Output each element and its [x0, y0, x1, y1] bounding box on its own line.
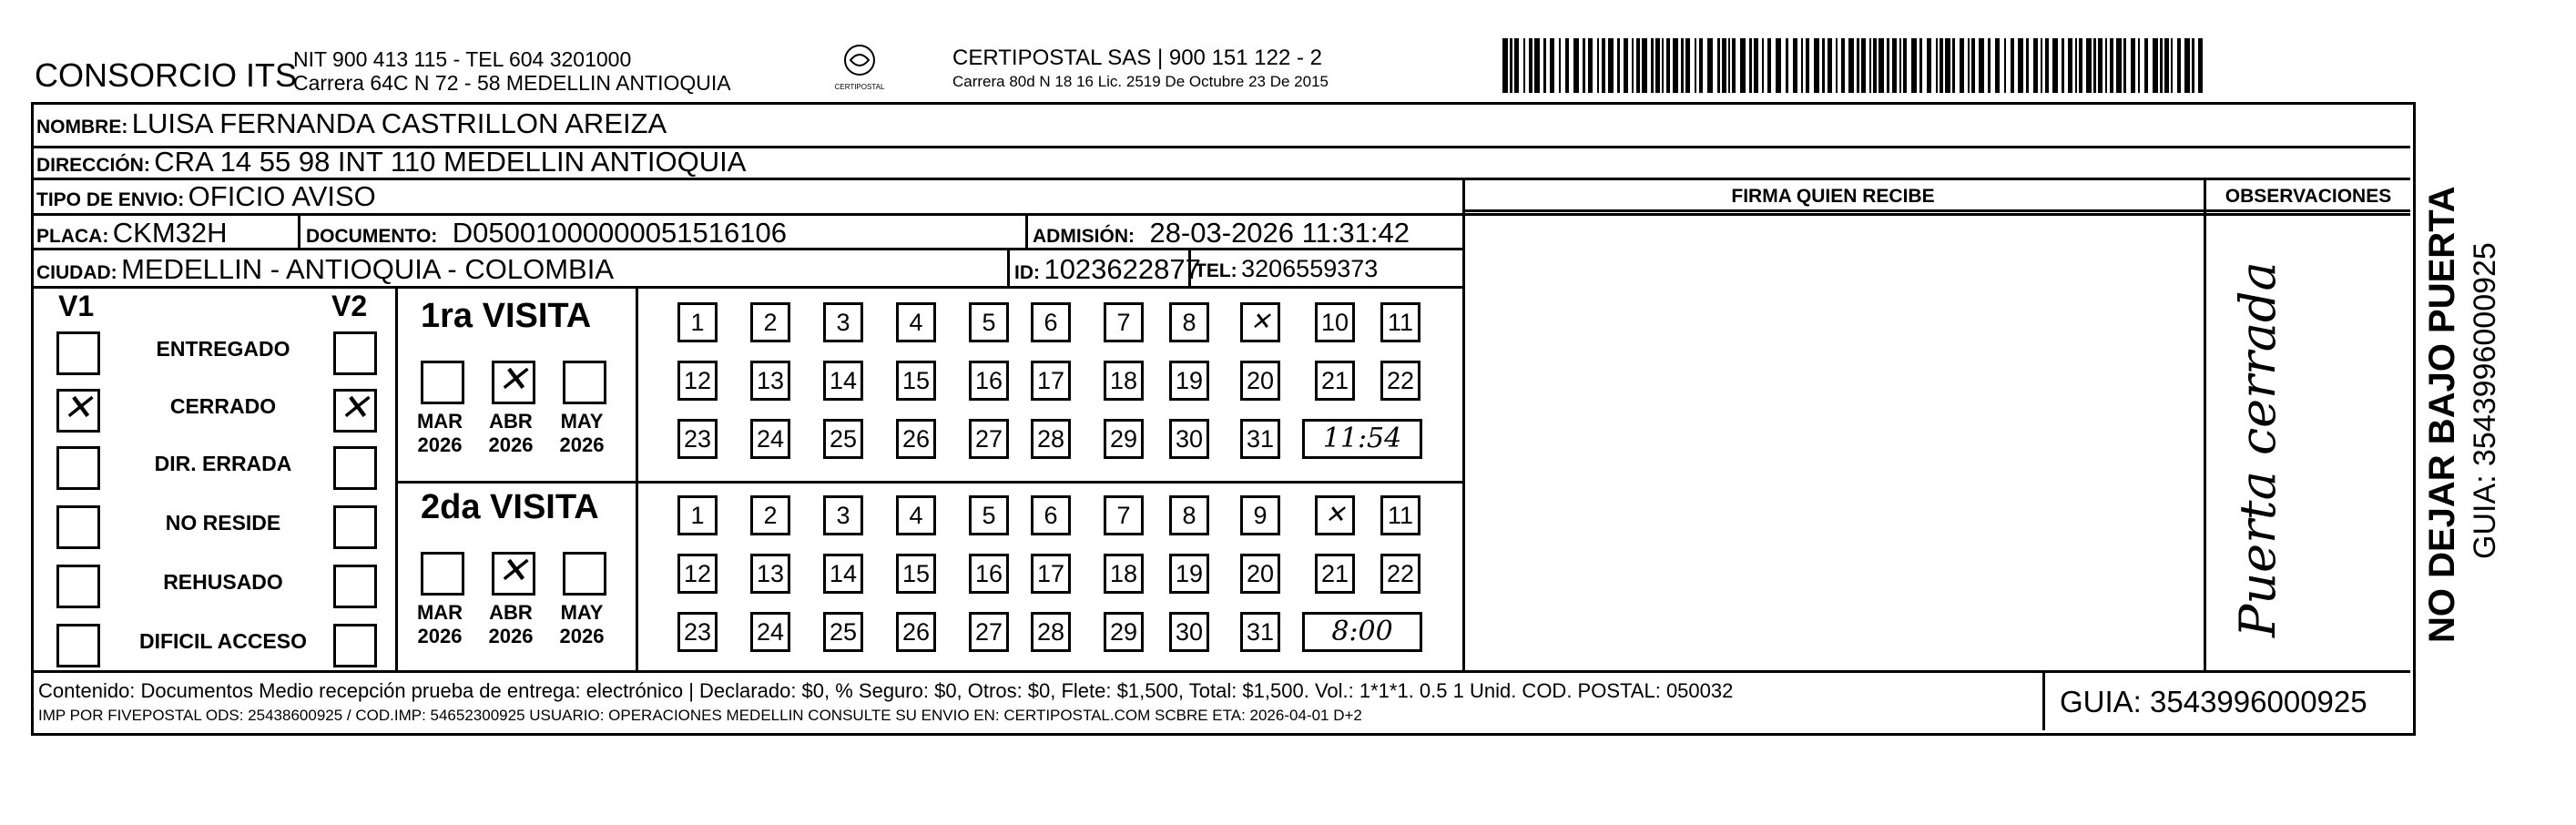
- day-box[interactable]: 16: [969, 361, 1009, 401]
- barcode-bar: [2026, 38, 2029, 93]
- barcode-bar: [1960, 38, 1964, 93]
- status-v2-checkbox[interactable]: [333, 331, 377, 375]
- nombre-value: LUISA FERNANDA CASTRILLON AREIZA: [131, 107, 667, 139]
- status-v1-checkbox[interactable]: [56, 331, 100, 375]
- day-box[interactable]: 8: [1169, 495, 1209, 535]
- day-box[interactable]: 11: [1380, 495, 1420, 535]
- barcode-bar: [1911, 38, 1917, 93]
- side-guia: GUIA: 3543996000925: [2468, 242, 2502, 559]
- month-year: 2026: [559, 433, 605, 456]
- day-box[interactable]: 5: [969, 302, 1009, 342]
- svg-text:CERTIPOSTAL: CERTIPOSTAL: [834, 83, 885, 91]
- day-box[interactable]: 4: [896, 495, 936, 535]
- direccion-label: DIRECCIÓN:: [36, 155, 150, 176]
- observation-note: Puerta cerrada: [2229, 261, 2286, 637]
- barcode-bar: [1695, 38, 1696, 93]
- month-label: ABR: [489, 410, 533, 433]
- barcode-bar: [2045, 38, 2049, 93]
- barcode-bar: [1857, 38, 1859, 93]
- day-box[interactable]: 11: [1380, 302, 1420, 342]
- direccion-value: CRA 14 55 98 INT 110 MEDELLIN ANTIOQUIA: [154, 146, 747, 178]
- v2-header: V2: [331, 290, 368, 322]
- company-name: CONSORCIO ITS: [35, 56, 298, 94]
- day-box[interactable]: 17: [1031, 554, 1071, 594]
- month-checkbox[interactable]: [421, 552, 464, 596]
- barcode-bar: [1767, 38, 1771, 93]
- day-box[interactable]: 19: [1169, 361, 1209, 401]
- barcode-bar: [1892, 38, 1897, 93]
- barcode-bar: [1523, 38, 1525, 93]
- nit-line: NIT 900 413 115 - TEL 604 3201000: [293, 47, 632, 71]
- day-box[interactable]: 23: [677, 419, 718, 459]
- barcode-bar: [1828, 38, 1832, 93]
- barcode-bar: [1597, 38, 1599, 93]
- barcode-bar: [2004, 38, 2006, 93]
- barcode-bar: [1550, 38, 1554, 93]
- day-box[interactable]: 31: [1240, 419, 1280, 459]
- barcode-bar: [1608, 38, 1614, 93]
- ciudad-value: MEDELLIN - ANTIOQUIA - COLOMBIA: [121, 253, 614, 285]
- day-box[interactable]: 17: [1031, 361, 1071, 401]
- month-year: 2026: [417, 433, 463, 456]
- barcode-bar: [1801, 38, 1803, 93]
- tel-cell: [1195, 255, 1378, 283]
- day-box[interactable]: 3: [823, 495, 863, 535]
- barcode-bar: [2093, 38, 2096, 93]
- barcode-bar: [2116, 38, 2122, 93]
- day-box[interactable]: 2: [750, 495, 790, 535]
- barcode-bar: [1662, 38, 1664, 93]
- firma-header: FIRMA QUIEN RECIBE: [1731, 186, 1935, 207]
- tel-value: 3206559373: [1241, 255, 1379, 282]
- day-box[interactable]: 16: [969, 554, 1009, 594]
- status-v1-checkbox[interactable]: [56, 624, 100, 667]
- documento-value: D05001000000051516106: [452, 217, 787, 249]
- v1-header: V1: [58, 290, 95, 322]
- day-box[interactable]: ✕: [1240, 302, 1280, 342]
- nombre-row: [36, 107, 667, 140]
- month-year: 2026: [488, 625, 534, 647]
- barcode-bar: [1952, 38, 1955, 93]
- day-box[interactable]: 28: [1031, 612, 1071, 652]
- observaciones-header: OBSERVACIONES: [2225, 186, 2392, 207]
- day-box[interactable]: 6: [1031, 302, 1071, 342]
- admision-cell: [1033, 217, 1410, 250]
- status-label: REHUSADO: [163, 570, 283, 594]
- id-cell: [1014, 253, 1201, 286]
- barcode-bar: [1534, 38, 1540, 93]
- month-label: MAY: [560, 410, 604, 433]
- month-mark: ✕: [497, 359, 528, 401]
- barcode-bar: [1717, 38, 1720, 93]
- barcode-bar: [1543, 38, 1546, 93]
- day-box[interactable]: 21: [1315, 554, 1355, 594]
- barcode-bar: [1945, 38, 1950, 93]
- day-box[interactable]: 29: [1104, 612, 1144, 652]
- barcode-bar: [2062, 38, 2064, 93]
- day-box[interactable]: 30: [1169, 419, 1209, 459]
- ciudad-label: CIUDAD:: [36, 262, 117, 283]
- admision-value: 28-03-2026 11:31:42: [1149, 217, 1410, 249]
- month-checkbox[interactable]: [563, 361, 606, 404]
- day-box[interactable]: 1: [677, 302, 718, 342]
- day-box[interactable]: 20: [1240, 554, 1280, 594]
- direccion-row: [36, 146, 746, 178]
- day-box[interactable]: 12: [677, 554, 718, 594]
- barcode-bar: [2138, 38, 2140, 93]
- day-box[interactable]: 28: [1031, 419, 1071, 459]
- id-label: ID:: [1014, 262, 1040, 283]
- day-box[interactable]: 24: [750, 612, 790, 652]
- barcode-bar: [1988, 38, 1991, 93]
- documento-label: DOCUMENTO:: [306, 226, 438, 247]
- barcode-bar: [1502, 38, 1508, 93]
- barcode-bar: [1699, 38, 1703, 93]
- barcode-bar: [2144, 38, 2148, 93]
- status-v2-checkbox[interactable]: [333, 624, 377, 667]
- barcode-bar: [2184, 38, 2190, 93]
- day-box[interactable]: 22: [1380, 554, 1420, 594]
- day-box[interactable]: ✕: [1315, 495, 1355, 535]
- month-label: MAR: [416, 601, 463, 624]
- status-v1-checkbox[interactable]: [56, 565, 100, 608]
- barcode-bar: [2079, 38, 2082, 93]
- day-box[interactable]: 25: [823, 612, 863, 652]
- barcode-bar: [1681, 38, 1684, 93]
- tipo-row: [36, 180, 376, 213]
- barcode-bar: [1979, 38, 1984, 93]
- barcode-bar: [1722, 38, 1726, 93]
- status-v2-checkbox[interactable]: [333, 565, 377, 608]
- status-label: ENTREGADO: [156, 337, 290, 361]
- barcode-bar: [2171, 38, 2173, 93]
- barcode-bar: [1899, 38, 1901, 93]
- day-box[interactable]: 12: [677, 361, 718, 401]
- status-v1-mark: ✕: [62, 387, 93, 429]
- barcode-bar: [1510, 38, 1512, 93]
- day-box[interactable]: 7: [1104, 495, 1144, 535]
- tipo-label: TIPO DE ENVIO:: [36, 189, 185, 210]
- barcode-bar: [1887, 38, 1889, 93]
- barcode-bar: [2131, 38, 2135, 93]
- day-box[interactable]: 13: [750, 361, 790, 401]
- barcode-bar: [1740, 38, 1746, 93]
- barcode-bar: [1617, 38, 1620, 93]
- barcode-bar: [2011, 38, 2014, 93]
- barcode-bar: [2075, 38, 2077, 93]
- barcode-bar: [2164, 38, 2169, 93]
- day-box[interactable]: 15: [896, 554, 936, 594]
- barcode-bar: [2041, 38, 2042, 93]
- barcode-bar: [1636, 38, 1640, 93]
- barcode-bar: [1936, 38, 1938, 93]
- barcode-bar: [1814, 38, 1819, 93]
- barcode-bar: [1529, 38, 1532, 93]
- barcode-bar: [1776, 38, 1781, 93]
- barcode-bar: [2110, 38, 2113, 93]
- day-box[interactable]: 20: [1240, 361, 1280, 401]
- barcode-bar: [1793, 38, 1797, 93]
- barcode-bar: [1732, 38, 1736, 93]
- status-label: DIR. ERRADA: [154, 452, 292, 475]
- barcode-bar: [1971, 38, 1975, 93]
- barcode-bar: [1873, 38, 1877, 93]
- placa-value: CKM32H: [112, 217, 228, 249]
- barcode-bar: [2198, 38, 2203, 93]
- day-box[interactable]: 27: [969, 419, 1009, 459]
- month-checkbox[interactable]: [421, 361, 464, 404]
- barcode-bar: [1728, 38, 1730, 93]
- visit1-title: 1ra VISITA: [421, 297, 592, 335]
- day-box[interactable]: 22: [1380, 361, 1420, 401]
- day-box[interactable]: 18: [1104, 361, 1144, 401]
- status-v2-checkbox[interactable]: [333, 446, 377, 490]
- barcode-bar: [2153, 38, 2158, 93]
- nombre-label: NOMBRE:: [36, 117, 128, 138]
- visit-time: 8:00: [1302, 612, 1422, 652]
- day-box[interactable]: 27: [969, 612, 1009, 652]
- day-box[interactable]: 26: [896, 419, 936, 459]
- day-box[interactable]: 2: [750, 302, 790, 342]
- status-v2-mark: ✕: [339, 387, 370, 429]
- barcode-bar: [2105, 38, 2107, 93]
- barcode-bar: [1927, 38, 1931, 93]
- barcode-bar: [2033, 38, 2038, 93]
- barcode-bar: [1836, 38, 1838, 93]
- barcode-bar: [1822, 38, 1825, 93]
- day-box[interactable]: 5: [969, 495, 1009, 535]
- month-checkbox[interactable]: [563, 552, 606, 596]
- barcode-bar: [1968, 38, 1970, 93]
- barcode-bar: [1707, 38, 1713, 93]
- day-box[interactable]: 4: [896, 302, 936, 342]
- barcode-bar: [1673, 38, 1678, 93]
- barcode-bar: [1786, 38, 1788, 93]
- day-box[interactable]: 7: [1104, 302, 1144, 342]
- month-label: MAR: [416, 410, 463, 433]
- side-warning: NO DEJAR BAJO PUERTA: [2422, 186, 2462, 643]
- day-box[interactable]: 14: [823, 361, 863, 401]
- placa-row: [36, 217, 228, 250]
- month-mark: ✕: [497, 550, 528, 592]
- barcode-bar: [2052, 38, 2058, 93]
- day-box[interactable]: 13: [750, 554, 790, 594]
- day-box[interactable]: 3: [823, 302, 863, 342]
- barcode-bar: [2177, 38, 2181, 93]
- visit2-title: 2da VISITA: [421, 488, 599, 526]
- barcode-bar: [1919, 38, 1922, 93]
- month-label: ABR: [489, 601, 533, 624]
- barcode-bar: [1806, 38, 1809, 93]
- month-label: MAY: [560, 601, 604, 624]
- status-label: NO RESIDE: [165, 511, 281, 535]
- barcode-bar: [1573, 38, 1579, 93]
- barcode-bar: [1588, 38, 1593, 93]
- day-box[interactable]: 9: [1240, 495, 1280, 535]
- id-value: 1023622877: [1044, 253, 1201, 285]
- certipostal-line: CERTIPOSTAL SAS | 900 151 122 - 2: [952, 46, 1322, 70]
- barcode-bar: [1940, 38, 1943, 93]
- month-year: 2026: [488, 433, 534, 456]
- day-box[interactable]: 6: [1031, 495, 1071, 535]
- certipostal-logo: [834, 40, 885, 95]
- barcode-bar: [1651, 38, 1654, 93]
- day-box[interactable]: 8: [1169, 302, 1209, 342]
- barcode-bar: [1749, 38, 1752, 93]
- month-year: 2026: [559, 625, 605, 647]
- barcode-bar: [1583, 38, 1585, 93]
- barcode-bar: [1565, 38, 1569, 93]
- day-box[interactable]: 25: [823, 419, 863, 459]
- barcode-bar: [1559, 38, 1561, 93]
- status-v1-checkbox[interactable]: [56, 446, 100, 490]
- day-box[interactable]: 31: [1240, 612, 1280, 652]
- day-box[interactable]: 21: [1315, 361, 1355, 401]
- barcode-bar: [1632, 38, 1634, 93]
- barcode-bar: [1754, 38, 1758, 93]
- status-label: CERRADO: [169, 394, 277, 418]
- barcode-bar: [2123, 38, 2126, 93]
- barcode-bar: [1666, 38, 1670, 93]
- footer-contents: Contenido: Documentos Medio recepción prueba de entrega: electrónico | Declarado: $0, % Seguro: $0, Otros: $0, Flete: $1,500, Total: $1,500. Vol.: 1*1*1. 0.5 1 Unid. COD. POSTAL: 050032: [38, 679, 1734, 702]
- status-label: DIFICIL ACCESO: [138, 629, 307, 653]
- ciudad-row: [36, 253, 614, 286]
- tel-label: TEL:: [1195, 260, 1237, 281]
- barcode-bar: [1995, 38, 2000, 93]
- admision-label: ADMISIÓN:: [1033, 226, 1135, 247]
- month-year: 2026: [417, 625, 463, 647]
- barcode-bar: [2160, 38, 2163, 93]
- barcode-bar: [1879, 38, 1884, 93]
- barcode-bar: [2192, 38, 2194, 93]
- day-box[interactable]: 26: [896, 612, 936, 652]
- barcode-bar: [2098, 38, 2103, 93]
- barcode-bar: [1848, 38, 1854, 93]
- barcode-bar: [1642, 38, 1647, 93]
- barcode-bar: [1869, 38, 1871, 93]
- barcode-bar: [2086, 38, 2092, 93]
- footer-meta: IMP POR FIVEPOSTAL ODS: 25438600925 / COD.IMP: 54652300925 USUARIO: OPERACIONES MEDELLIN CONSULTE SU ENVIO EN: CERTIPOSTAL.COM SCBRE ETA: 2026-04-01 D+2: [38, 707, 1362, 724]
- day-box[interactable]: 15: [896, 361, 936, 401]
- day-box[interactable]: 14: [823, 554, 863, 594]
- visit-time: 11:54: [1302, 419, 1422, 459]
- day-box[interactable]: 10: [1315, 302, 1355, 342]
- status-v2-checkbox[interactable]: [333, 505, 377, 549]
- certipostal-sub: Carrera 80d N 18 16 Lic. 2519 De Octubre 23 De 2015: [952, 73, 1329, 90]
- day-box[interactable]: 24: [750, 419, 790, 459]
- footer-guia: GUIA: 3543996000925: [2060, 685, 2367, 718]
- barcode-bar: [2068, 38, 2072, 93]
- day-box[interactable]: 18: [1104, 554, 1144, 594]
- barcode-bar: [1602, 38, 1605, 93]
- day-box[interactable]: 23: [677, 612, 718, 652]
- day-box[interactable]: 1: [677, 495, 718, 535]
- barcode-bar: [1903, 38, 1907, 93]
- day-box[interactable]: 30: [1169, 612, 1209, 652]
- barcode-bar: [1762, 38, 1764, 93]
- barcode-bar: [1861, 38, 1866, 93]
- barcode-bar: [1841, 38, 1845, 93]
- company-address: Carrera 64C N 72 - 58 MEDELLIN ANTIOQUIA: [293, 71, 731, 95]
- barcode-bar: [2018, 38, 2023, 93]
- barcode-bar: [1655, 38, 1660, 93]
- barcode: [1502, 38, 2205, 93]
- day-box[interactable]: 29: [1104, 419, 1144, 459]
- barcode-bar: [1685, 38, 1690, 93]
- day-box[interactable]: 19: [1169, 554, 1209, 594]
- barcode-bar: [1624, 38, 1628, 93]
- tipo-value: OFICIO AVISO: [188, 180, 376, 212]
- placa-label: PLACA:: [36, 226, 109, 247]
- barcode-bar: [1514, 38, 1519, 93]
- status-v1-checkbox[interactable]: [56, 505, 100, 549]
- documento-cell: [306, 217, 787, 250]
